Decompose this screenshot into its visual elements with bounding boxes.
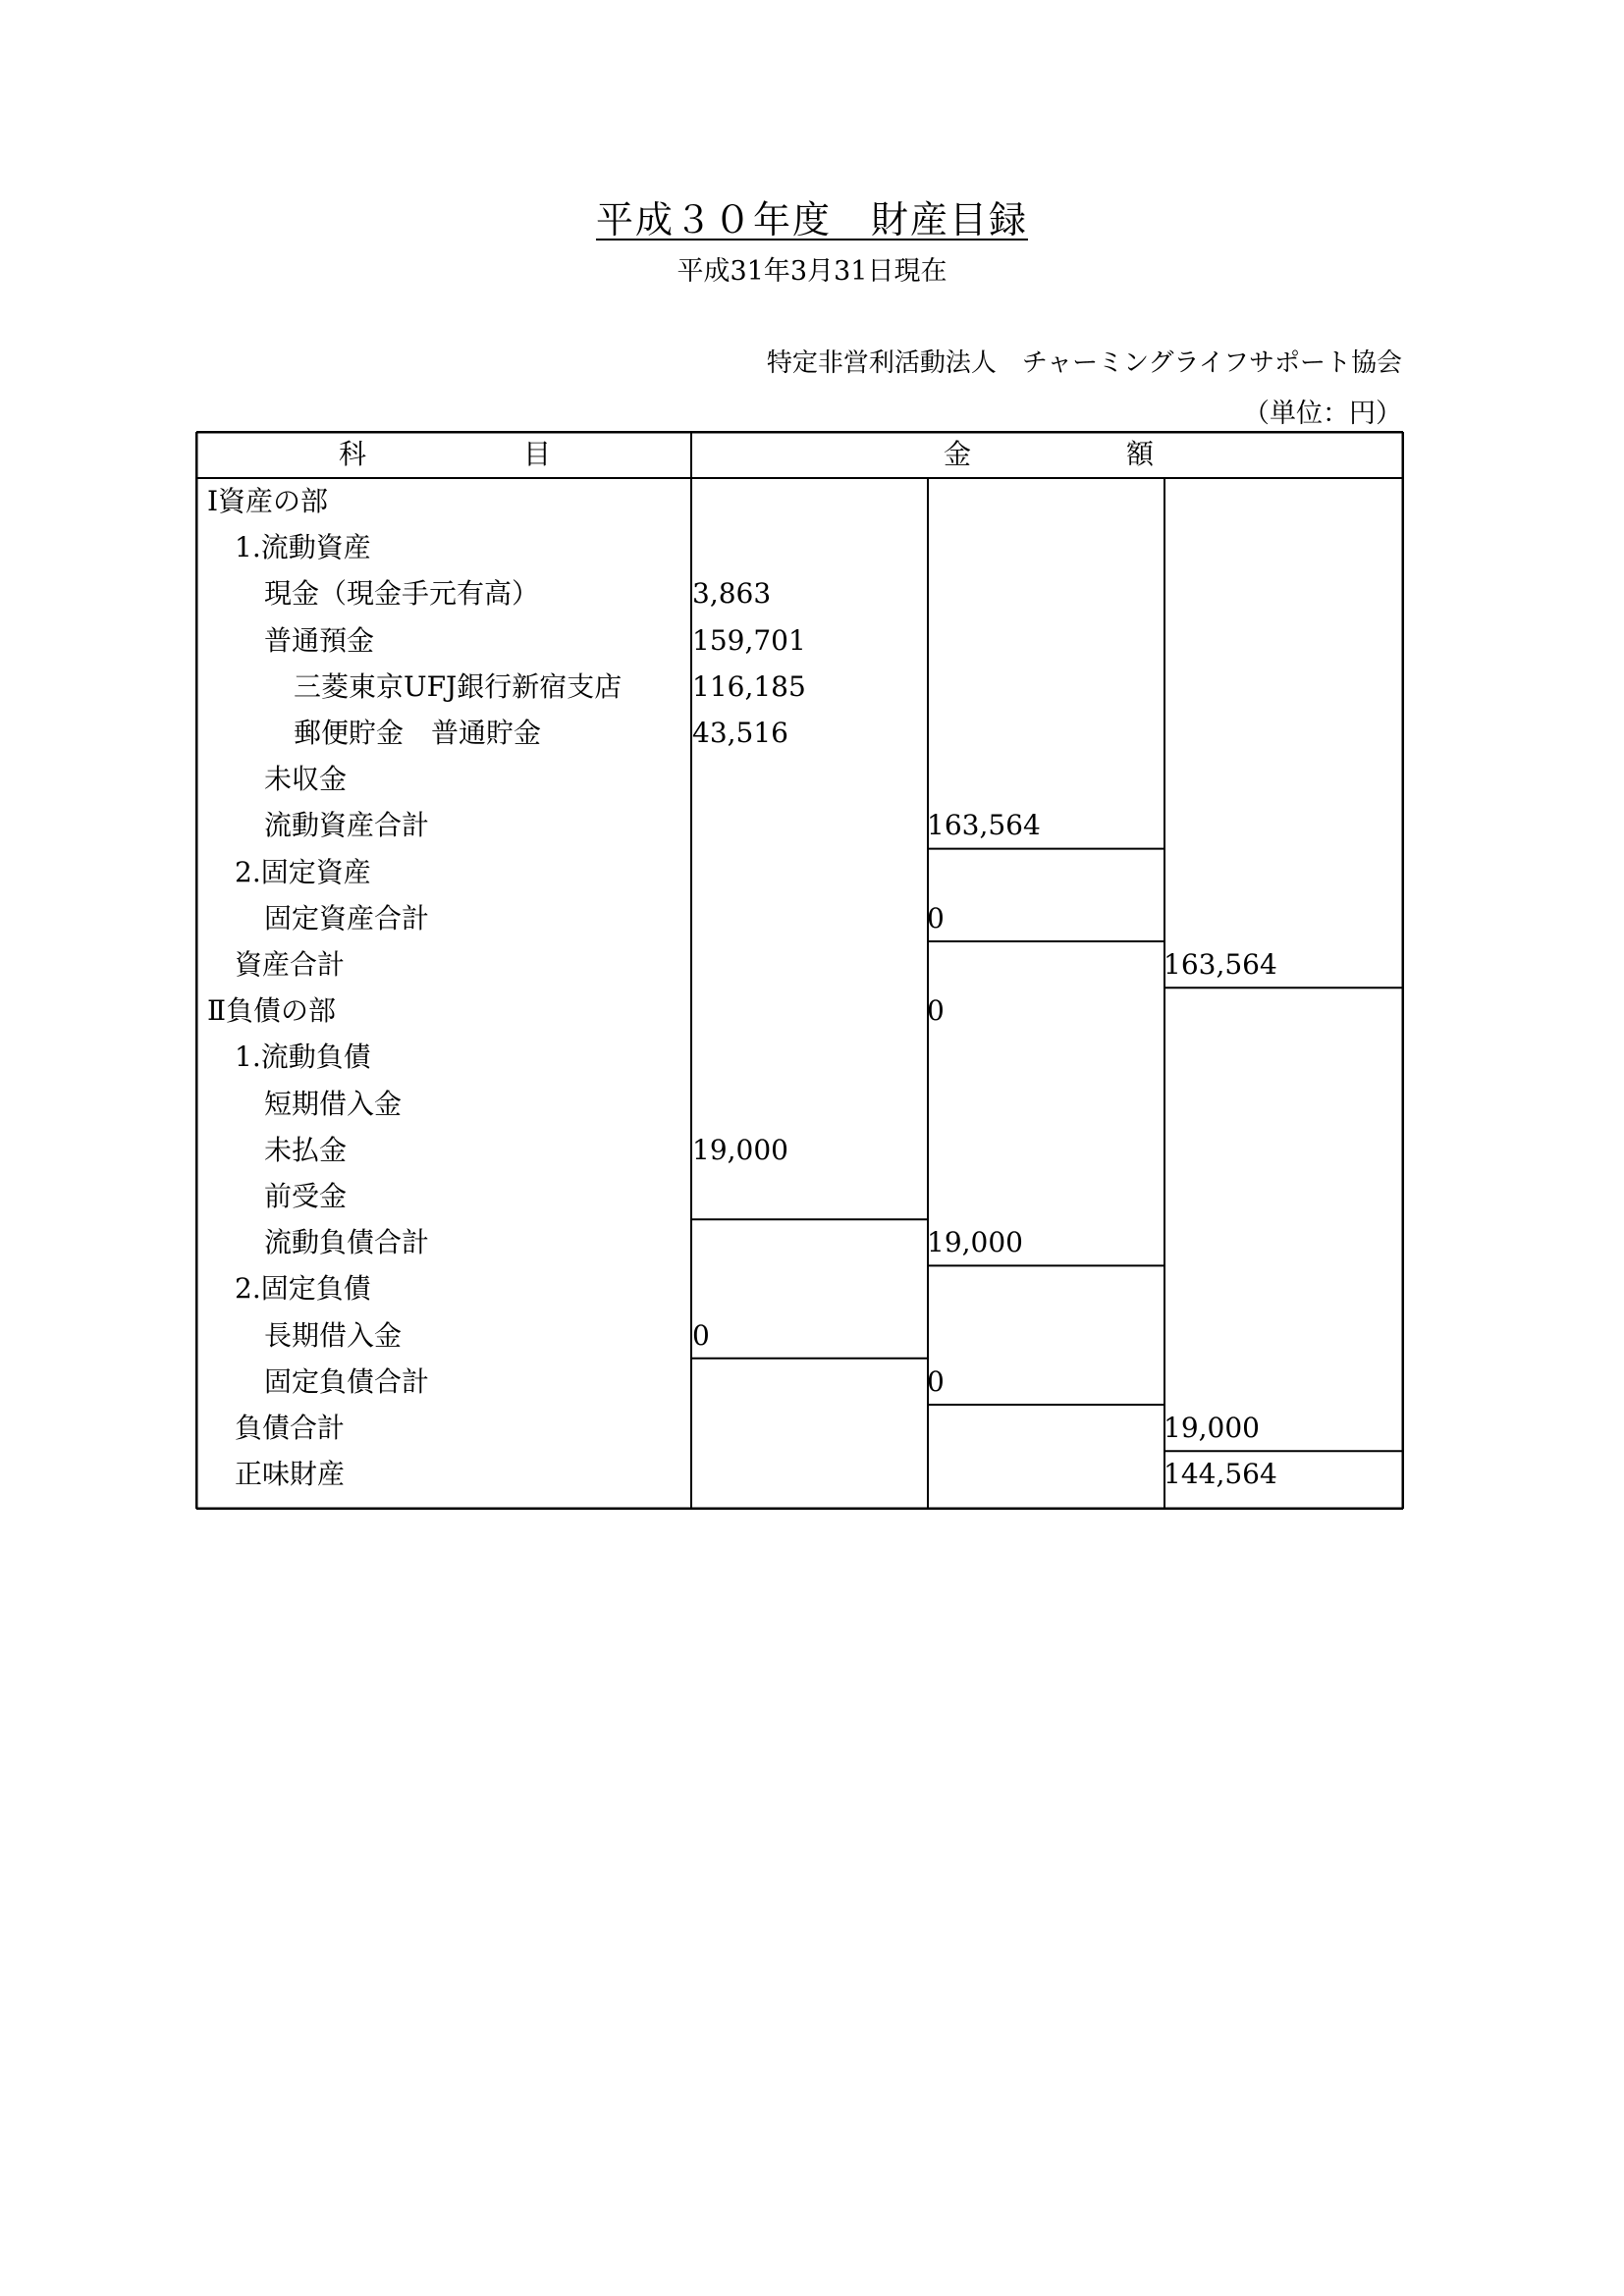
row-label: 普通預金 <box>264 623 375 657</box>
amount-c2: 163,564 <box>927 809 1041 842</box>
amount-c1: 0 <box>692 1318 710 1352</box>
amount-c1: 116,185 <box>692 669 806 703</box>
row-label: 三菱東京UFJ銀行新宿支店 <box>294 669 623 703</box>
row-label: 正味財産 <box>235 1458 346 1491</box>
row-label: 2.固定資産 <box>235 855 371 888</box>
row-label: 長期借入金 <box>264 1318 403 1352</box>
header-amount-right: 額 <box>1126 438 1155 470</box>
amount-c3: 163,564 <box>1164 948 1277 981</box>
amount-c1: 159,701 <box>692 623 806 657</box>
row-label: 2.固定負債 <box>235 1272 371 1306</box>
row-label: 短期借入金 <box>264 1087 403 1120</box>
amount-c3: 19,000 <box>1164 1412 1260 1444</box>
document-title-text: 平成３０年度 財産目録 <box>595 198 1028 241</box>
header-amount-left: 金 <box>944 438 972 470</box>
organization-name: 特定非営利活動法人 チャーミングライフサポート協会 <box>766 348 1402 378</box>
row-label: 流動負債合計 <box>264 1226 430 1259</box>
amount-c3: 144,564 <box>1164 1458 1277 1491</box>
unit-note: （単位：円） <box>1243 399 1402 429</box>
amount-c1: 19,000 <box>692 1133 788 1166</box>
row-label: 負債合計 <box>235 1412 346 1444</box>
row-label: 流動資産合計 <box>264 809 430 842</box>
amount-c1: 43,516 <box>692 717 788 749</box>
amount-c2: 0 <box>927 901 945 934</box>
row-label: 固定資産合計 <box>264 901 430 934</box>
row-label: 固定負債合計 <box>264 1364 430 1398</box>
row-label: 資産合計 <box>235 948 346 981</box>
amount-c2: 19,000 <box>927 1226 1023 1259</box>
row-label: 未払金 <box>264 1133 348 1166</box>
row-label: 未収金 <box>264 763 348 796</box>
row-label: 1.流動負債 <box>235 1041 371 1074</box>
header-subject-left: 科 <box>339 438 367 470</box>
row-label: Ⅰ資産の部 <box>207 485 329 517</box>
as-of-date: 平成31年3月31日現在 <box>677 256 947 287</box>
row-label: 現金（現金手元有高） <box>264 577 540 611</box>
row-label: 前受金 <box>264 1180 348 1212</box>
row-label: 1.流動資産 <box>235 531 371 564</box>
header-subject-right: 目 <box>523 438 552 470</box>
amount-c1: 3,863 <box>692 577 772 611</box>
row-label: 郵便貯金 普通貯金 <box>294 717 542 749</box>
document-title <box>0 189 1624 243</box>
amount-c2: 0 <box>927 994 945 1028</box>
property-inventory-table <box>195 431 1404 1510</box>
amount-c2: 0 <box>927 1364 945 1398</box>
row-label: Ⅱ負債の部 <box>207 994 337 1028</box>
